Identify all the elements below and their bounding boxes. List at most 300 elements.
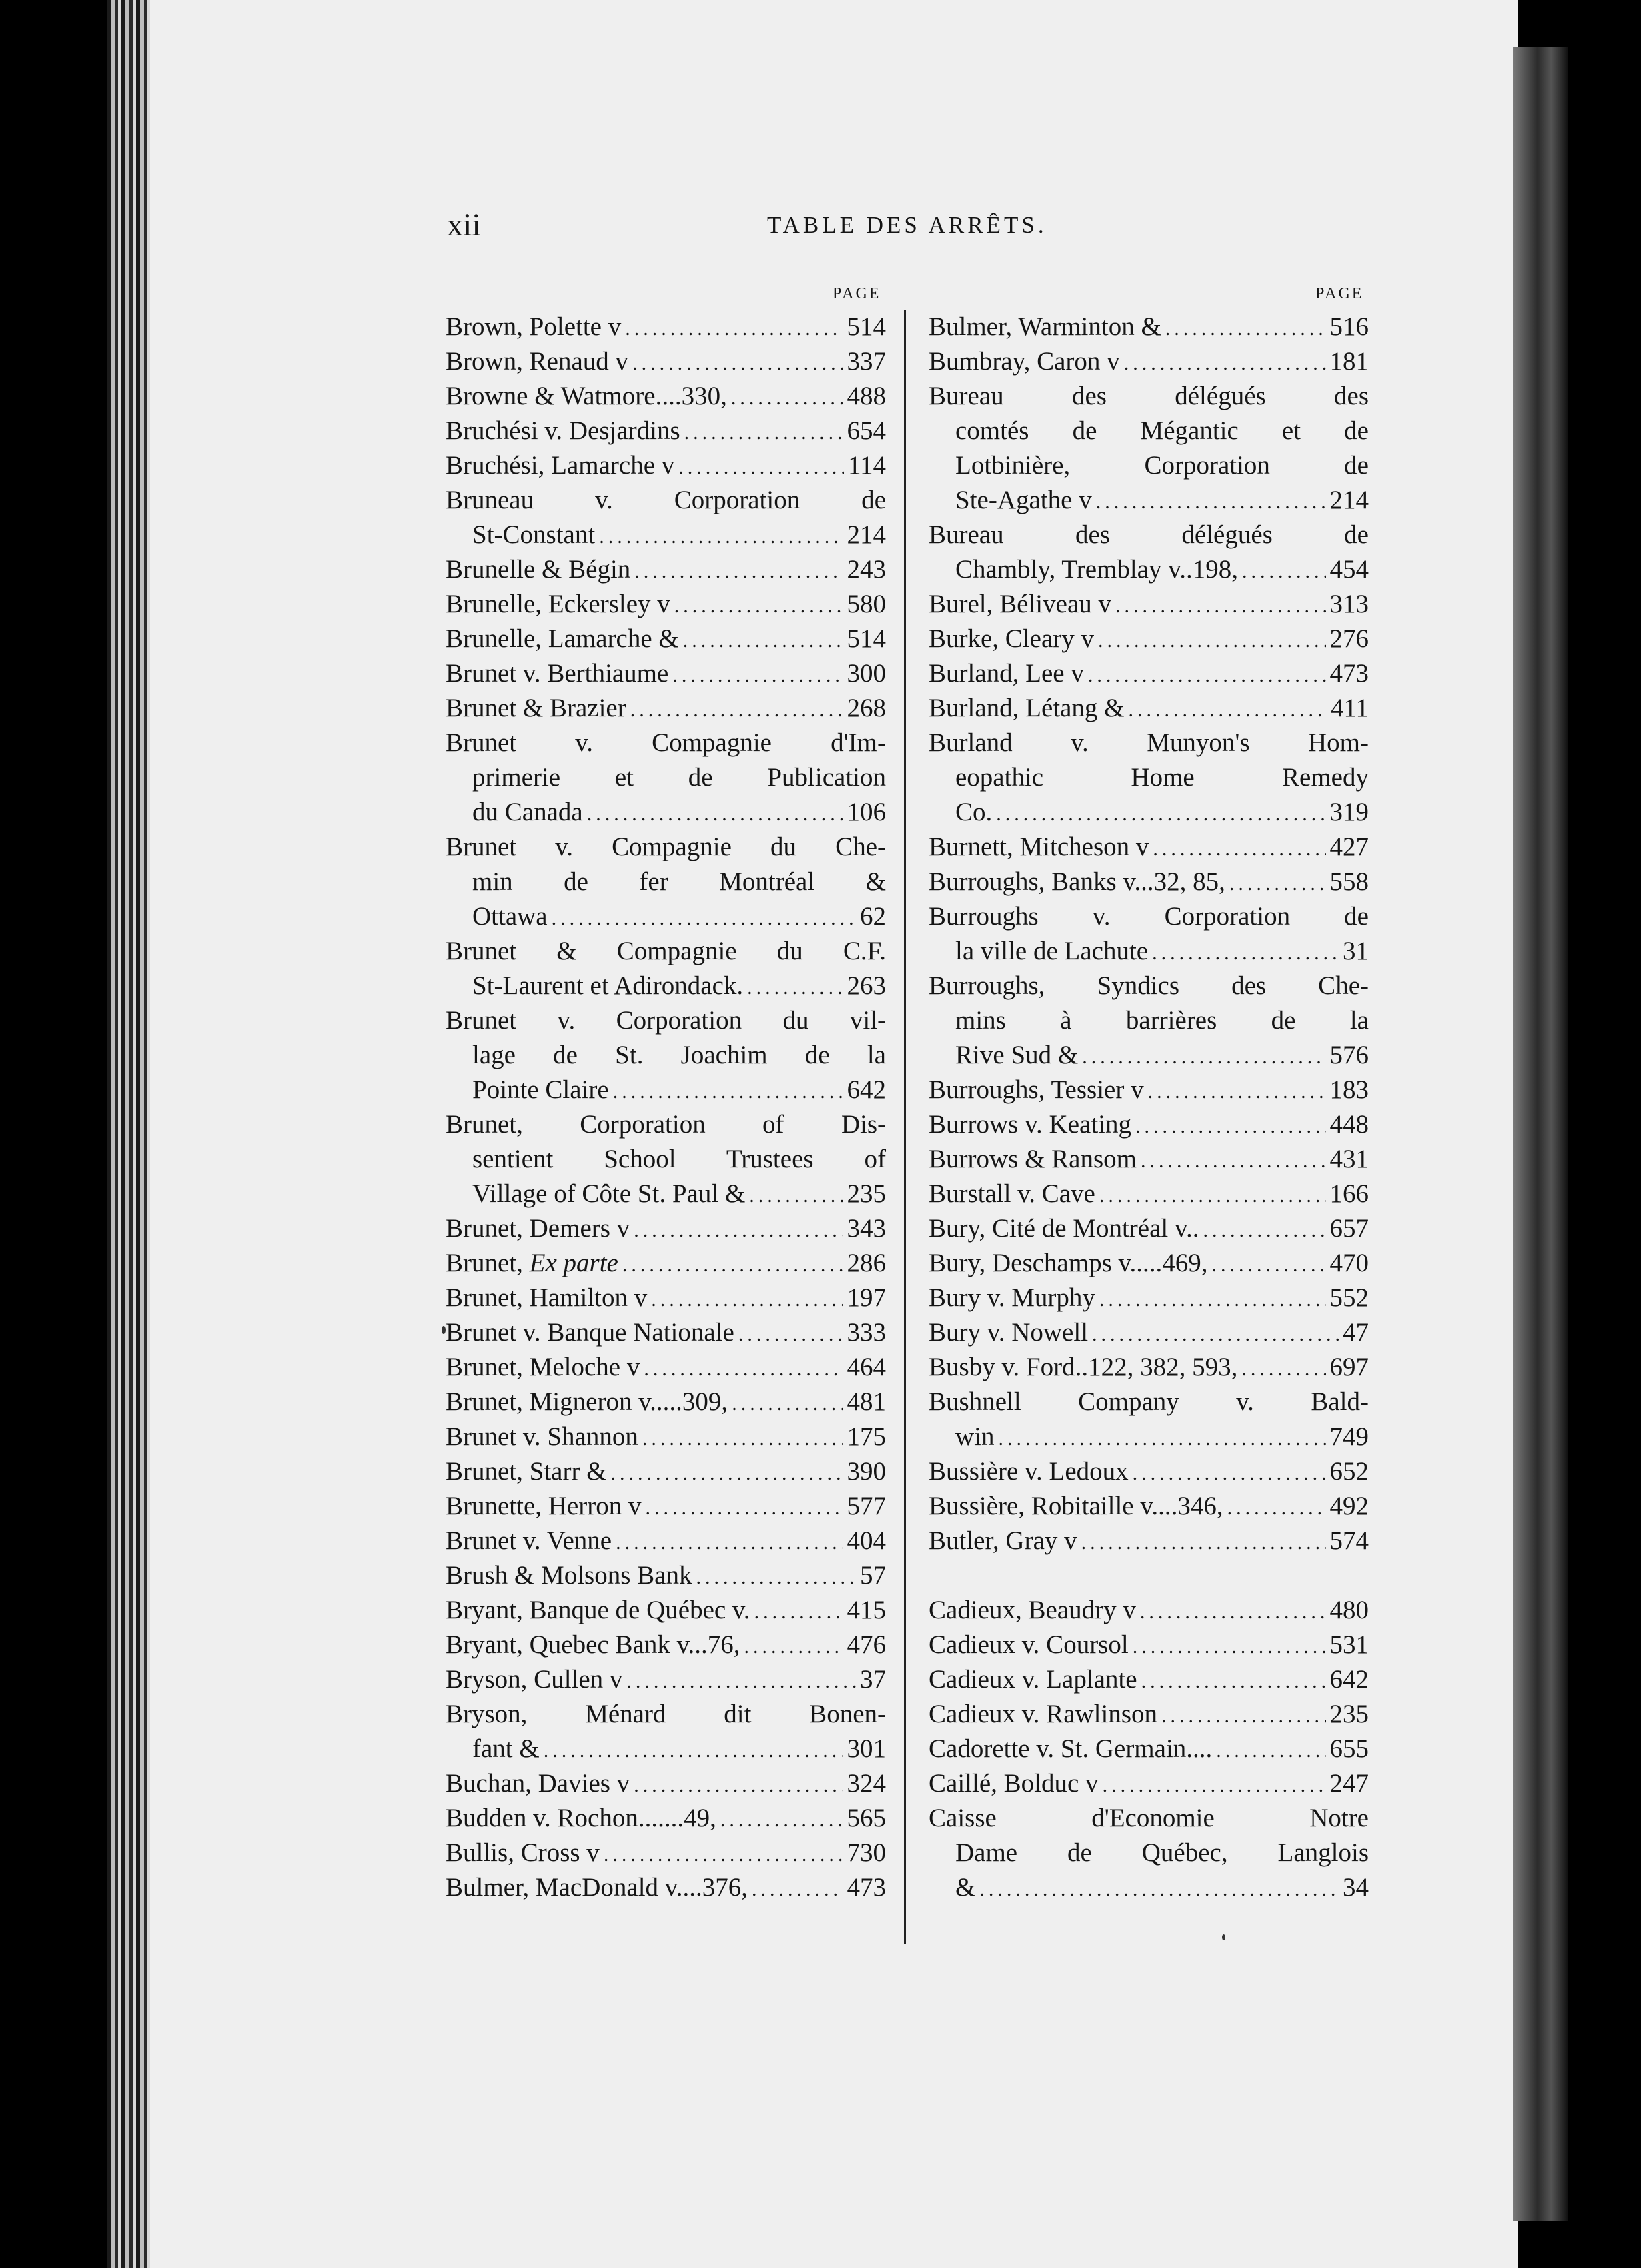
index-entry <box>446 622 886 656</box>
index-entry <box>446 1107 886 1211</box>
entry-text: Bureau des délégués des <box>929 382 1369 410</box>
leader-dots <box>1103 1768 1326 1803</box>
index-entry <box>929 518 1369 587</box>
index-entry <box>446 414 886 448</box>
entry-text: Cadieux v. Rawlinson <box>929 1700 1158 1728</box>
index-entry <box>929 1662 1369 1697</box>
index-entry <box>446 1489 886 1524</box>
page-reference: 31 <box>1343 937 1369 965</box>
entry-line <box>446 899 886 934</box>
leader-dots <box>674 589 843 624</box>
leader-dots <box>754 1595 843 1630</box>
entry-text: Caillé, Bolduc v <box>929 1769 1099 1798</box>
entry-text: Brunet, Ex parte <box>446 1249 618 1277</box>
page-reference: 214 <box>847 520 886 549</box>
index-entry <box>929 1142 1369 1177</box>
entry-text: Burstall v. Cave <box>929 1179 1095 1208</box>
entry-text: fant & <box>472 1734 540 1763</box>
entry-line <box>446 1350 886 1385</box>
page-number: xii <box>447 207 481 243</box>
index-entry <box>446 1766 886 1801</box>
leader-dots <box>1098 624 1325 658</box>
index-entry <box>446 1003 886 1107</box>
index-entry <box>446 379 886 414</box>
index-entry <box>929 622 1369 656</box>
entry-text: Burroughs, Syndics des Che- <box>929 971 1369 1000</box>
entry-text: Buchan, Davies v <box>446 1769 630 1798</box>
entry-line <box>446 414 886 448</box>
entry-line <box>929 899 1369 934</box>
entry-line <box>929 1385 1369 1420</box>
leader-dots <box>613 1075 843 1109</box>
entry-text: Burrows v. Keating <box>929 1110 1132 1139</box>
page-reference: 580 <box>847 590 886 618</box>
entry-text: Burel, Béliveau v <box>929 590 1112 618</box>
index-entry <box>446 448 886 483</box>
entry-line <box>446 1107 886 1142</box>
page-reference: 263 <box>847 971 886 1000</box>
page-reference: 106 <box>847 798 886 826</box>
index-entry <box>446 344 886 379</box>
leader-dots <box>625 312 843 346</box>
entry-text: Bulmer, MacDonald v....376, <box>446 1873 748 1902</box>
entry-line <box>929 1038 1369 1073</box>
leader-dots <box>731 381 843 416</box>
leader-dots <box>1096 485 1326 520</box>
entry-line <box>929 379 1369 414</box>
leader-dots <box>604 1838 843 1872</box>
leader-dots <box>626 1664 856 1699</box>
index-entry <box>446 1697 886 1766</box>
index-entry <box>929 726 1369 830</box>
page-reference: 655 <box>1329 1734 1369 1763</box>
index-entry <box>929 1211 1369 1246</box>
index-entry <box>929 1628 1369 1662</box>
entry-line <box>929 483 1369 518</box>
index-entry <box>929 1732 1369 1766</box>
index-entry <box>929 656 1369 691</box>
entry-line <box>929 1732 1369 1766</box>
leader-dots <box>1129 693 1327 728</box>
leader-dots <box>678 450 844 485</box>
page-reference: 492 <box>1329 1492 1369 1520</box>
entry-line <box>929 1454 1369 1489</box>
page-reference: 47 <box>1343 1318 1369 1347</box>
entry-line <box>446 1385 886 1420</box>
leader-dots <box>1133 1630 1326 1664</box>
entry-line <box>446 587 886 622</box>
entry-text: Brunet, Corporation of Dis- <box>446 1110 886 1139</box>
entry-text: Budden v. Rochon.......49, <box>446 1804 716 1832</box>
entry-text: Brunet, Starr & <box>446 1457 607 1486</box>
leader-dots <box>632 346 843 381</box>
entry-line <box>929 448 1369 483</box>
page-reference: 247 <box>1329 1769 1369 1798</box>
index-entry <box>929 310 1369 344</box>
entry-line <box>446 1211 886 1246</box>
entry-line <box>446 1177 886 1211</box>
page-reference: 319 <box>1329 798 1369 826</box>
entry-line <box>929 1766 1369 1801</box>
leader-dots <box>634 1213 843 1248</box>
entry-line <box>929 518 1369 552</box>
index-entry <box>929 830 1369 865</box>
section-gap <box>929 1558 1369 1593</box>
index-entry <box>929 1350 1369 1385</box>
entry-line <box>446 1489 886 1524</box>
entry-line <box>446 1766 886 1801</box>
leader-dots <box>1092 1317 1339 1352</box>
entry-line <box>929 552 1369 587</box>
leader-dots <box>544 1734 843 1768</box>
entry-line <box>446 1732 886 1766</box>
entry-text: la ville de Lachute <box>955 937 1149 965</box>
leader-dots <box>616 1526 843 1560</box>
leader-dots <box>1141 1664 1326 1699</box>
leader-dots <box>1099 1283 1326 1317</box>
entry-line <box>929 310 1369 344</box>
page-reference: 181 <box>1329 347 1369 376</box>
page-reference: 166 <box>1329 1179 1369 1208</box>
index-entry <box>929 1281 1369 1315</box>
entry-line <box>929 1628 1369 1662</box>
entry-text: Co. <box>955 798 993 826</box>
index-entry <box>929 1385 1369 1454</box>
index-entry <box>929 1801 1369 1905</box>
entry-text: Burnett, Mitcheson v <box>929 832 1149 861</box>
entry-text: Bruneau v. Corporation de <box>446 486 886 514</box>
entry-text: Brunet v. Banque Nationale <box>446 1318 734 1347</box>
page-reference: 276 <box>1329 624 1369 653</box>
page-reference: 488 <box>847 382 886 410</box>
entry-text: Brunet & Compagnie du C.F. <box>446 937 886 965</box>
entry-line <box>446 1246 886 1281</box>
entry-text: Cadieux v. Coursol <box>929 1630 1129 1659</box>
entry-text: Brunelle, Eckersley v <box>446 590 670 618</box>
entry-text: Ottawa <box>472 902 548 931</box>
leader-dots <box>651 1283 843 1317</box>
leader-dots <box>1241 1352 1325 1387</box>
page-reference: 730 <box>847 1838 886 1867</box>
entry-line <box>929 760 1369 795</box>
page-reference: 235 <box>847 1179 886 1208</box>
entry-text: St-Laurent et Adirondack. <box>472 971 744 1000</box>
page-reference: 652 <box>1329 1457 1369 1486</box>
entry-line <box>446 448 886 483</box>
page-reference: 235 <box>1329 1700 1369 1728</box>
page-reference: 516 <box>1329 312 1369 341</box>
leader-dots <box>1082 1040 1325 1075</box>
leader-dots <box>1165 312 1326 346</box>
right-index-column <box>929 310 1369 1905</box>
leader-dots <box>1133 1456 1326 1491</box>
entry-line <box>446 1593 886 1628</box>
entry-text: Bryant, Banque de Québec v. <box>446 1596 750 1624</box>
entry-line <box>929 1420 1369 1454</box>
entry-line <box>929 1836 1369 1870</box>
entry-line <box>446 795 886 830</box>
entry-line <box>929 1142 1369 1177</box>
entry-line <box>929 1801 1369 1836</box>
entry-text: lage de St. Joachim de la <box>472 1041 886 1069</box>
index-entry <box>929 344 1369 379</box>
entry-line <box>929 1107 1369 1142</box>
index-entry <box>446 1801 886 1836</box>
entry-line <box>929 691 1369 726</box>
entry-text: Bury, Deschamps v.....469, <box>929 1249 1208 1277</box>
entry-text: Brunet v. Corporation du vil- <box>446 1006 886 1035</box>
page-reference: 448 <box>1329 1110 1369 1139</box>
page-reference: 514 <box>847 624 886 653</box>
leader-dots <box>630 693 843 728</box>
index-entry <box>446 1315 886 1350</box>
leader-dots <box>1161 1699 1325 1734</box>
leader-dots <box>672 658 843 693</box>
page-reference: 268 <box>847 694 886 722</box>
entry-text: Pointe Claire <box>472 1075 609 1104</box>
index-entry <box>929 969 1369 1073</box>
index-entry <box>446 587 886 622</box>
page-reference: 62 <box>860 902 886 931</box>
entry-line <box>929 830 1369 865</box>
leader-dots <box>644 1352 843 1387</box>
index-entry <box>929 1766 1369 1801</box>
entry-line <box>446 830 886 865</box>
entry-text: Brunet v. Venne <box>446 1526 612 1555</box>
leader-dots <box>738 1317 843 1352</box>
entry-text: & <box>955 1873 976 1902</box>
entry-text: Brunelle & Bégin <box>446 555 631 584</box>
leader-dots <box>1115 589 1325 624</box>
entry-line <box>929 1870 1369 1905</box>
entry-text: Burland, Létang & <box>929 694 1125 722</box>
entry-text: Brush & Molsons Bank <box>446 1561 692 1590</box>
leader-dots <box>1148 1075 1326 1109</box>
entry-line <box>446 552 886 587</box>
page-reference: 552 <box>1329 1283 1369 1312</box>
page-reference: 324 <box>847 1769 886 1798</box>
leader-dots <box>634 554 843 589</box>
entry-line <box>929 1350 1369 1385</box>
entry-text: mins à barrières de la <box>955 1006 1369 1035</box>
entry-text: Burroughs v. Corporation de <box>929 902 1369 931</box>
page-reference: 286 <box>847 1249 886 1277</box>
entry-line <box>446 656 886 691</box>
entry-line <box>929 1073 1369 1107</box>
entry-text: Brunet v. Compagnie d'Im- <box>446 728 886 757</box>
leader-dots <box>999 1422 1326 1456</box>
entry-text: sentient School Trustees of <box>472 1145 886 1173</box>
leader-dots <box>1211 1248 1325 1283</box>
entry-text: Chambly, Tremblay v..198, <box>955 555 1238 584</box>
leader-dots <box>1141 1144 1326 1179</box>
page-reference: 558 <box>1329 867 1369 896</box>
entry-text: Bruchési, Lamarche v <box>446 451 675 480</box>
column-divider <box>904 310 906 1944</box>
page-reference: 464 <box>847 1353 886 1381</box>
index-entry <box>446 483 886 552</box>
entry-line <box>929 1593 1369 1628</box>
index-entry <box>446 726 886 830</box>
entry-line <box>929 1697 1369 1732</box>
leader-dots <box>696 1560 856 1595</box>
page-reference: 175 <box>847 1422 886 1451</box>
entry-text: Burrows & Ransom <box>929 1145 1137 1173</box>
page-reference: 657 <box>1329 1214 1369 1243</box>
page-reference: 57 <box>860 1561 886 1590</box>
entry-line <box>929 622 1369 656</box>
index-entry <box>929 1593 1369 1628</box>
entry-text: Ste-Agathe v <box>955 486 1092 514</box>
entry-text: Busby v. Ford..122, 382, 593, <box>929 1353 1238 1381</box>
index-entry <box>446 1870 886 1905</box>
entry-line <box>446 1836 886 1870</box>
index-entry <box>446 1350 886 1385</box>
page-reference: 749 <box>1329 1422 1369 1451</box>
leader-dots <box>1216 1734 1325 1768</box>
page-reference: 333 <box>847 1318 886 1347</box>
leader-dots <box>611 1456 843 1491</box>
index-entry <box>929 865 1369 899</box>
entry-line <box>446 1315 886 1350</box>
page-reference: 642 <box>847 1075 886 1104</box>
index-entry <box>446 1524 886 1558</box>
index-entry <box>929 1315 1369 1350</box>
entry-text: Dame de Québec, Langlois <box>955 1838 1369 1867</box>
entry-text: primerie et de Publication <box>472 763 886 792</box>
entry-line <box>446 483 886 518</box>
entry-text: Rive Sud & <box>955 1041 1079 1069</box>
entry-text: Brunet, Meloche v <box>446 1353 640 1381</box>
index-entry <box>446 1211 886 1246</box>
entry-text: Brunet, Migneron v.....309, <box>446 1387 728 1416</box>
entry-text: Bussière, Robitaille v....346, <box>929 1492 1223 1520</box>
entry-line <box>446 1628 886 1662</box>
index-entry <box>446 1281 886 1315</box>
page-header <box>447 207 1394 247</box>
entry-text: Brunet v. Shannon <box>446 1422 638 1451</box>
leader-dots <box>1099 1179 1326 1213</box>
page-reference: 390 <box>847 1457 886 1486</box>
entry-line <box>929 969 1369 1003</box>
entry-text: Brunet v. Compagnie du Che- <box>446 832 886 861</box>
entry-text: Brunet, Demers v <box>446 1214 630 1243</box>
entry-text: Bussière v. Ledoux <box>929 1457 1129 1486</box>
index-entry <box>446 830 886 934</box>
leader-dots <box>749 1179 843 1213</box>
page-reference: 37 <box>860 1665 886 1694</box>
index-entry <box>446 1836 886 1870</box>
entry-line <box>929 1211 1369 1246</box>
page-reference: 480 <box>1329 1596 1369 1624</box>
entry-text: Village of Côte St. Paul & <box>472 1179 746 1208</box>
entry-text: Burroughs, Tessier v <box>929 1075 1144 1104</box>
entry-line <box>929 1281 1369 1315</box>
page-reference: 114 <box>847 451 886 480</box>
entry-line <box>446 1038 886 1073</box>
index-entry <box>446 1454 886 1489</box>
page-reference: 574 <box>1329 1526 1369 1555</box>
leader-dots <box>1081 1526 1326 1560</box>
index-entry <box>446 1593 886 1628</box>
page-reference: 404 <box>847 1526 886 1555</box>
entry-text: eopathic Home Remedy <box>955 763 1369 792</box>
entry-text: Bryson, Ménard dit Bonen- <box>446 1700 886 1728</box>
entry-text: min de fer Montréal & <box>472 867 886 896</box>
page-reference: 476 <box>847 1630 886 1659</box>
entry-line <box>929 865 1369 899</box>
entry-text: Caisse d'Economie Notre <box>929 1804 1369 1832</box>
page-reference: 697 <box>1329 1353 1369 1381</box>
page-reference: 514 <box>847 312 886 341</box>
entry-text: Browne & Watmore....330, <box>446 382 727 410</box>
entry-text: Burland v. Munyon's Hom- <box>929 728 1369 757</box>
index-entry <box>446 310 886 344</box>
entry-text: Brunet & Brazier <box>446 694 626 722</box>
entry-line <box>929 726 1369 760</box>
entry-text: Brunette, Herron v <box>446 1492 642 1520</box>
leader-dots <box>744 1630 843 1664</box>
leader-dots <box>1153 832 1325 867</box>
page-reference: 654 <box>847 416 886 445</box>
entry-line <box>446 934 886 969</box>
leader-dots <box>752 1872 843 1907</box>
entry-line <box>446 1801 886 1836</box>
index-entry <box>446 1628 886 1662</box>
leader-dots <box>747 971 843 1005</box>
leader-dots <box>1203 1213 1325 1248</box>
leader-dots <box>1124 346 1326 381</box>
page-reference: 34 <box>1343 1873 1369 1902</box>
entry-line <box>446 310 886 344</box>
leader-dots <box>622 1248 843 1283</box>
page-reference: 454 <box>1329 555 1369 584</box>
entry-line <box>929 1315 1369 1350</box>
index-entry <box>446 1662 886 1697</box>
index-entry <box>929 379 1369 518</box>
page-reference: 577 <box>847 1492 886 1520</box>
entry-text: Brunelle, Lamarche & <box>446 624 679 653</box>
page-reference: 576 <box>1329 1041 1369 1069</box>
leader-dots <box>1227 1491 1326 1526</box>
entry-line <box>446 518 886 552</box>
leader-dots <box>646 1491 843 1526</box>
index-entry <box>446 656 886 691</box>
entry-line <box>446 691 886 726</box>
entry-text: Brown, Polette v <box>446 312 622 341</box>
entry-text: Bryant, Quebec Bank v...76, <box>446 1630 740 1659</box>
entry-text: Bulmer, Warminton & <box>929 312 1161 341</box>
entry-text: Burroughs, Banks v...32, 85, <box>929 867 1225 896</box>
entry-line <box>446 1142 886 1177</box>
leader-dots <box>642 1422 843 1456</box>
index-entry <box>929 1107 1369 1142</box>
entry-line <box>929 344 1369 379</box>
leader-dots <box>1135 1109 1325 1144</box>
entry-text: Cadieux, Beaudry v <box>929 1596 1136 1624</box>
entry-line <box>929 587 1369 622</box>
entry-text: Cadorette v. St. Germain.... <box>929 1734 1213 1763</box>
leader-dots <box>1088 658 1326 693</box>
entry-text: Bumbray, Caron v <box>929 347 1120 376</box>
entry-text: Bruchési v. Desjardins <box>446 416 680 445</box>
page-reference: 531 <box>1329 1630 1369 1659</box>
leader-dots <box>1229 867 1326 901</box>
page-reference: 300 <box>847 659 886 688</box>
leader-dots <box>996 797 1325 832</box>
page-reference: 301 <box>847 1734 886 1763</box>
entry-line <box>446 344 886 379</box>
